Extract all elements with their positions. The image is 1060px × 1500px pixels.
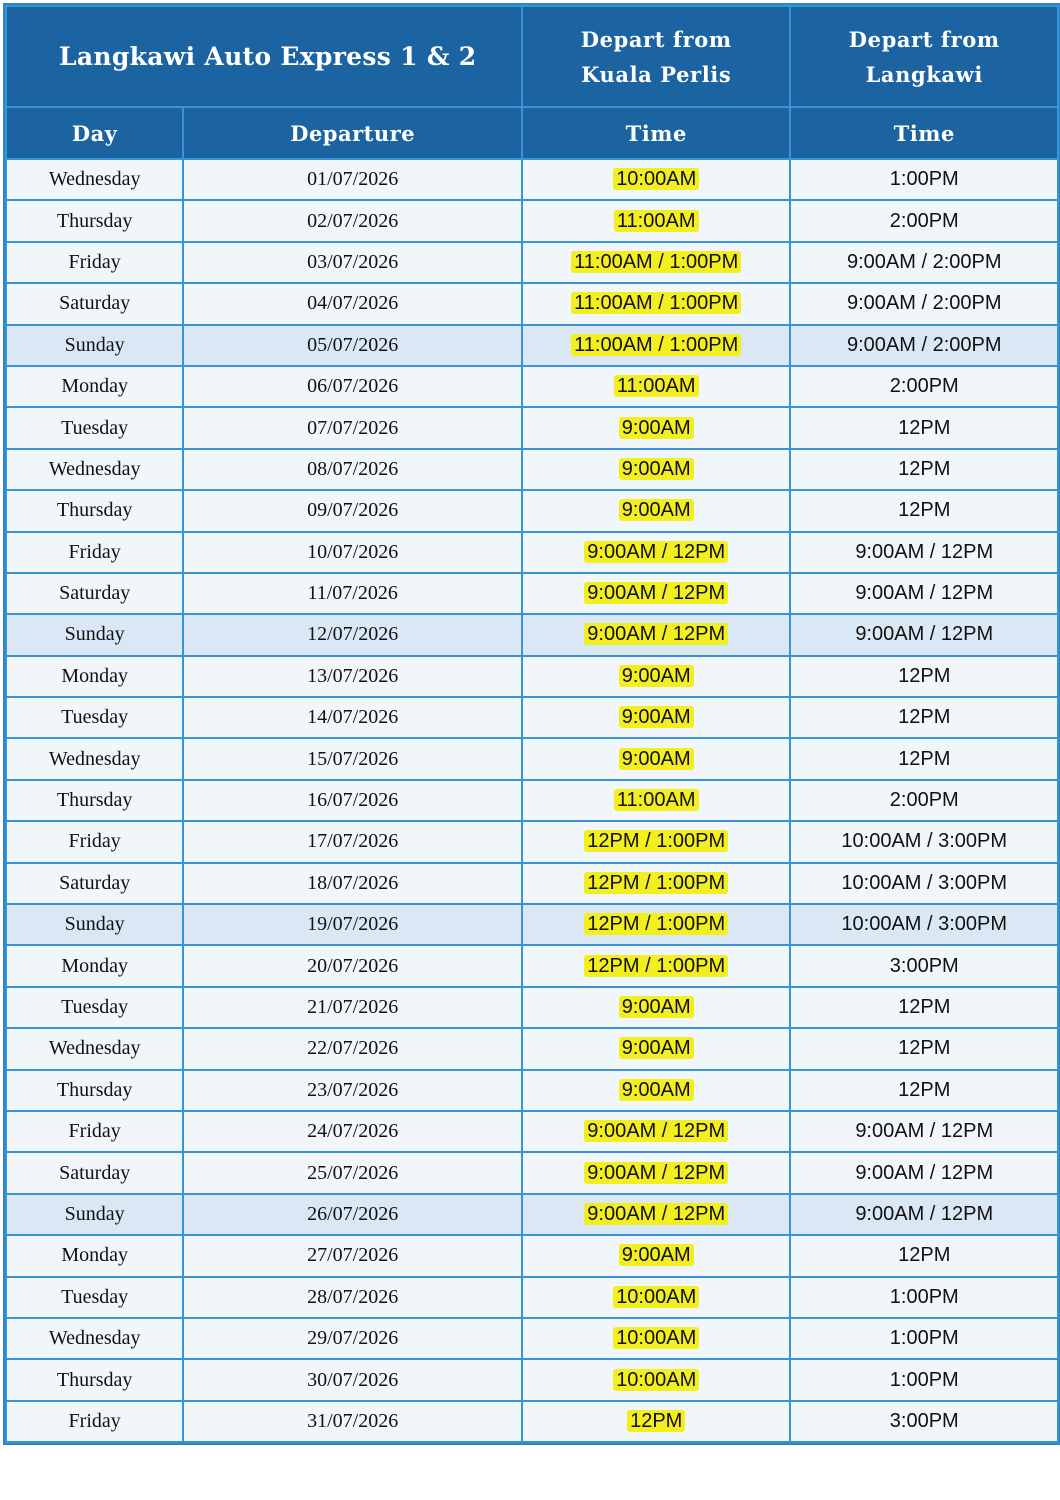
langkawi-header-line2: Langkawi: [865, 61, 983, 87]
kuala-perlis-time-cell: [522, 200, 791, 241]
highlighted-time: 12PM: [627, 1410, 685, 1432]
day-cell: Wednesday: [6, 1028, 183, 1069]
departure-date-cell: 30/07/2026: [183, 1359, 522, 1400]
kuala-perlis-time-cell: [522, 1318, 791, 1359]
table-row: [6, 945, 1058, 986]
day-cell: Friday: [6, 821, 183, 862]
langkawi-time-cell: 9:00AM / 12PM: [790, 573, 1058, 614]
day-cell: Saturday: [6, 863, 183, 904]
day-cell: Friday: [6, 1111, 183, 1152]
departure-date-cell: 26/07/2026: [183, 1194, 522, 1235]
highlighted-time: 9:00AM: [619, 458, 694, 480]
highlighted-time: 11:00AM / 1:00PM: [571, 292, 741, 314]
kuala-perlis-time-cell: [522, 904, 791, 945]
kuala-perlis-time-cell: [522, 407, 791, 448]
day-cell: Sunday: [6, 904, 183, 945]
departure-date-cell: 27/07/2026: [183, 1235, 522, 1276]
langkawi-time-cell: 1:00PM: [790, 159, 1058, 200]
langkawi-time-cell: 10:00AM / 3:00PM: [790, 863, 1058, 904]
day-cell: Thursday: [6, 780, 183, 821]
day-cell: Saturday: [6, 573, 183, 614]
langkawi-time-cell: 9:00AM / 2:00PM: [790, 242, 1058, 283]
highlighted-time: 9:00AM / 12PM: [584, 623, 728, 645]
langkawi-time-cell: 10:00AM / 3:00PM: [790, 821, 1058, 862]
day-cell: Monday: [6, 366, 183, 407]
day-cell: Wednesday: [6, 738, 183, 779]
kuala-perlis-time-cell: [522, 697, 791, 738]
kuala-perlis-header-line1: Depart from: [580, 26, 732, 52]
kuala-perlis-time-cell: [522, 821, 791, 862]
departure-date-cell: 23/07/2026: [183, 1070, 522, 1111]
kuala-perlis-time-cell: [522, 1028, 791, 1069]
kuala-perlis-time-cell: [522, 283, 791, 324]
kuala-perlis-time-cell: [522, 573, 791, 614]
kuala-perlis-time-cell: [522, 1111, 791, 1152]
day-cell: Tuesday: [6, 987, 183, 1028]
departure-date-cell: 20/07/2026: [183, 945, 522, 986]
highlighted-time: 9:00AM: [619, 417, 694, 439]
langkawi-time-cell: 9:00AM / 2:00PM: [790, 283, 1058, 324]
kuala-perlis-time-cell: [522, 945, 791, 986]
table-row: [6, 863, 1058, 904]
day-cell: Monday: [6, 656, 183, 697]
kuala-perlis-time-cell: [522, 1235, 791, 1276]
table-row: [6, 1111, 1058, 1152]
kuala-perlis-time-cell: [522, 1194, 791, 1235]
highlighted-time: 9:00AM: [619, 996, 694, 1018]
langkawi-time-cell: 9:00AM / 12PM: [790, 532, 1058, 573]
table-row: [6, 738, 1058, 779]
service-title: Langkawi Auto Express 1 & 2: [6, 6, 522, 107]
kuala-perlis-time-cell: [522, 780, 791, 821]
highlighted-time: 11:00AM / 1:00PM: [571, 334, 741, 356]
table-row: [6, 1401, 1058, 1442]
langkawi-time-cell: 1:00PM: [790, 1277, 1058, 1318]
langkawi-time-cell: 1:00PM: [790, 1359, 1058, 1400]
table-row: [6, 904, 1058, 945]
kuala-perlis-time-cell: [522, 1359, 791, 1400]
day-cell: Friday: [6, 532, 183, 573]
kuala-perlis-time-cell: [522, 159, 791, 200]
table-row: [6, 366, 1058, 407]
highlighted-time: 9:00AM / 12PM: [584, 1203, 728, 1225]
langkawi-time-cell: 12PM: [790, 1235, 1058, 1276]
column-header-row: [6, 107, 1058, 159]
highlighted-time: 12PM / 1:00PM: [584, 872, 728, 894]
departure-date-cell: 18/07/2026: [183, 863, 522, 904]
table-row: [6, 614, 1058, 655]
departure-date-cell: 25/07/2026: [183, 1152, 522, 1193]
table-row: [6, 1318, 1058, 1359]
table-row: [6, 1359, 1058, 1400]
table-row: [6, 821, 1058, 862]
departure-date-cell: 05/07/2026: [183, 325, 522, 366]
table-row: [6, 1277, 1058, 1318]
langkawi-time-cell: 12PM: [790, 987, 1058, 1028]
kuala-perlis-time-cell: [522, 366, 791, 407]
departure-date-cell: 04/07/2026: [183, 283, 522, 324]
highlighted-time: 12PM / 1:00PM: [584, 913, 728, 935]
table-row: [6, 1152, 1058, 1193]
kuala-perlis-time-cell: [522, 1152, 791, 1193]
day-cell: Wednesday: [6, 449, 183, 490]
kuala-perlis-time-cell: [522, 325, 791, 366]
langkawi-time-cell: 9:00AM / 12PM: [790, 614, 1058, 655]
table-row: [6, 490, 1058, 531]
lk-time-column-header: Time: [790, 107, 1058, 159]
langkawi-time-cell: 9:00AM / 12PM: [790, 1111, 1058, 1152]
day-cell: Tuesday: [6, 407, 183, 448]
langkawi-time-cell: 3:00PM: [790, 1401, 1058, 1442]
day-cell: Sunday: [6, 614, 183, 655]
langkawi-header-line1: Depart from: [848, 26, 1000, 52]
langkawi-time-cell: 12PM: [790, 1070, 1058, 1111]
day-cell: Monday: [6, 945, 183, 986]
kuala-perlis-time-cell: [522, 614, 791, 655]
day-cell: Monday: [6, 1235, 183, 1276]
departure-date-cell: 01/07/2026: [183, 159, 522, 200]
departure-date-cell: 03/07/2026: [183, 242, 522, 283]
departure-date-cell: 13/07/2026: [183, 656, 522, 697]
day-cell: Sunday: [6, 325, 183, 366]
highlighted-time: 10:00AM: [613, 1286, 699, 1308]
day-cell: Thursday: [6, 490, 183, 531]
kuala-perlis-time-cell: [522, 656, 791, 697]
langkawi-time-cell: 1:00PM: [790, 1318, 1058, 1359]
table-row: [6, 1194, 1058, 1235]
highlighted-time: 11:00AM / 1:00PM: [571, 251, 741, 273]
highlighted-time: 12PM / 1:00PM: [584, 955, 728, 977]
table-row: [6, 656, 1058, 697]
departure-date-cell: 21/07/2026: [183, 987, 522, 1028]
departure-date-cell: 24/07/2026: [183, 1111, 522, 1152]
table-row: [6, 1028, 1058, 1069]
langkawi-time-cell: 12PM: [790, 656, 1058, 697]
langkawi-time-cell: 2:00PM: [790, 780, 1058, 821]
langkawi-time-cell: 10:00AM / 3:00PM: [790, 904, 1058, 945]
highlighted-time: 9:00AM: [619, 665, 694, 687]
kuala-perlis-time-cell: [522, 532, 791, 573]
highlighted-time: 9:00AM: [619, 706, 694, 728]
day-cell: Sunday: [6, 1194, 183, 1235]
departure-date-cell: 31/07/2026: [183, 1401, 522, 1442]
table-row: [6, 532, 1058, 573]
departure-date-cell: 17/07/2026: [183, 821, 522, 862]
day-column-header: Day: [6, 107, 183, 159]
highlighted-time: 11:00AM: [614, 789, 699, 811]
departure-date-cell: 10/07/2026: [183, 532, 522, 573]
departure-column-header: Departure: [183, 107, 522, 159]
highlighted-time: 9:00AM: [619, 1244, 694, 1266]
day-cell: Thursday: [6, 200, 183, 241]
highlighted-time: 9:00AM: [619, 1079, 694, 1101]
day-cell: Wednesday: [6, 159, 183, 200]
departure-date-cell: 29/07/2026: [183, 1318, 522, 1359]
day-cell: Thursday: [6, 1359, 183, 1400]
highlighted-time: 12PM / 1:00PM: [584, 830, 728, 852]
langkawi-header: [790, 6, 1058, 107]
langkawi-time-cell: 2:00PM: [790, 366, 1058, 407]
table-row: [6, 1070, 1058, 1111]
langkawi-time-cell: 9:00AM / 2:00PM: [790, 325, 1058, 366]
departure-date-cell: 08/07/2026: [183, 449, 522, 490]
table-row: [6, 697, 1058, 738]
langkawi-time-cell: 3:00PM: [790, 945, 1058, 986]
highlighted-time: 10:00AM: [613, 1327, 699, 1349]
highlighted-time: 9:00AM: [619, 1037, 694, 1059]
table-row: [6, 407, 1058, 448]
departure-date-cell: 19/07/2026: [183, 904, 522, 945]
table-row: [6, 449, 1058, 490]
table-row: [6, 242, 1058, 283]
table-row: [6, 283, 1058, 324]
departure-date-cell: 15/07/2026: [183, 738, 522, 779]
langkawi-time-cell: 2:00PM: [790, 200, 1058, 241]
kuala-perlis-time-cell: [522, 1277, 791, 1318]
highlighted-time: 9:00AM: [619, 499, 694, 521]
langkawi-time-cell: 9:00AM / 12PM: [790, 1194, 1058, 1235]
departure-date-cell: 09/07/2026: [183, 490, 522, 531]
day-cell: Tuesday: [6, 697, 183, 738]
langkawi-time-cell: 12PM: [790, 407, 1058, 448]
schedule-rows: [6, 159, 1058, 1442]
kuala-perlis-time-cell: [522, 987, 791, 1028]
table-row: [6, 780, 1058, 821]
kuala-perlis-header-line2: Kuala Perlis: [581, 61, 732, 87]
day-cell: Tuesday: [6, 1277, 183, 1318]
table-row: [6, 573, 1058, 614]
departure-date-cell: 02/07/2026: [183, 200, 522, 241]
table-row: [6, 987, 1058, 1028]
ferry-schedule: [3, 3, 1060, 1445]
kuala-perlis-time-cell: [522, 490, 791, 531]
departure-date-cell: 16/07/2026: [183, 780, 522, 821]
highlighted-time: 11:00AM: [614, 375, 699, 397]
highlighted-time: 9:00AM / 12PM: [584, 1162, 728, 1184]
highlighted-time: 10:00AM: [613, 168, 699, 190]
day-cell: Saturday: [6, 283, 183, 324]
langkawi-time-cell: 12PM: [790, 738, 1058, 779]
highlighted-time: 10:00AM: [613, 1369, 699, 1391]
langkawi-time-cell: 12PM: [790, 1028, 1058, 1069]
kuala-perlis-time-cell: [522, 863, 791, 904]
departure-date-cell: 07/07/2026: [183, 407, 522, 448]
kp-time-column-header: Time: [522, 107, 791, 159]
kuala-perlis-time-cell: [522, 1401, 791, 1442]
table-row: [6, 200, 1058, 241]
day-cell: Wednesday: [6, 1318, 183, 1359]
day-cell: Friday: [6, 1401, 183, 1442]
table-row: [6, 325, 1058, 366]
langkawi-time-cell: 12PM: [790, 697, 1058, 738]
kuala-perlis-time-cell: [522, 738, 791, 779]
langkawi-time-cell: 12PM: [790, 490, 1058, 531]
departure-date-cell: 12/07/2026: [183, 614, 522, 655]
kuala-perlis-time-cell: [522, 449, 791, 490]
highlighted-time: 9:00AM / 12PM: [584, 541, 728, 563]
title-row: [6, 6, 1058, 107]
table-row: [6, 159, 1058, 200]
day-cell: Saturday: [6, 1152, 183, 1193]
highlighted-time: 9:00AM / 12PM: [584, 1120, 728, 1142]
day-cell: Friday: [6, 242, 183, 283]
departure-date-cell: 28/07/2026: [183, 1277, 522, 1318]
table-row: [6, 1235, 1058, 1276]
schedule-table: [5, 5, 1059, 1443]
departure-date-cell: 11/07/2026: [183, 573, 522, 614]
departure-date-cell: 14/07/2026: [183, 697, 522, 738]
kuala-perlis-time-cell: [522, 1070, 791, 1111]
langkawi-time-cell: 9:00AM / 12PM: [790, 1152, 1058, 1193]
highlighted-time: 9:00AM: [619, 748, 694, 770]
langkawi-time-cell: 12PM: [790, 449, 1058, 490]
highlighted-time: 9:00AM / 12PM: [584, 582, 728, 604]
kuala-perlis-time-cell: [522, 242, 791, 283]
kuala-perlis-header: [522, 6, 791, 107]
day-cell: Thursday: [6, 1070, 183, 1111]
highlighted-time: 11:00AM: [614, 210, 699, 232]
departure-date-cell: 06/07/2026: [183, 366, 522, 407]
departure-date-cell: 22/07/2026: [183, 1028, 522, 1069]
